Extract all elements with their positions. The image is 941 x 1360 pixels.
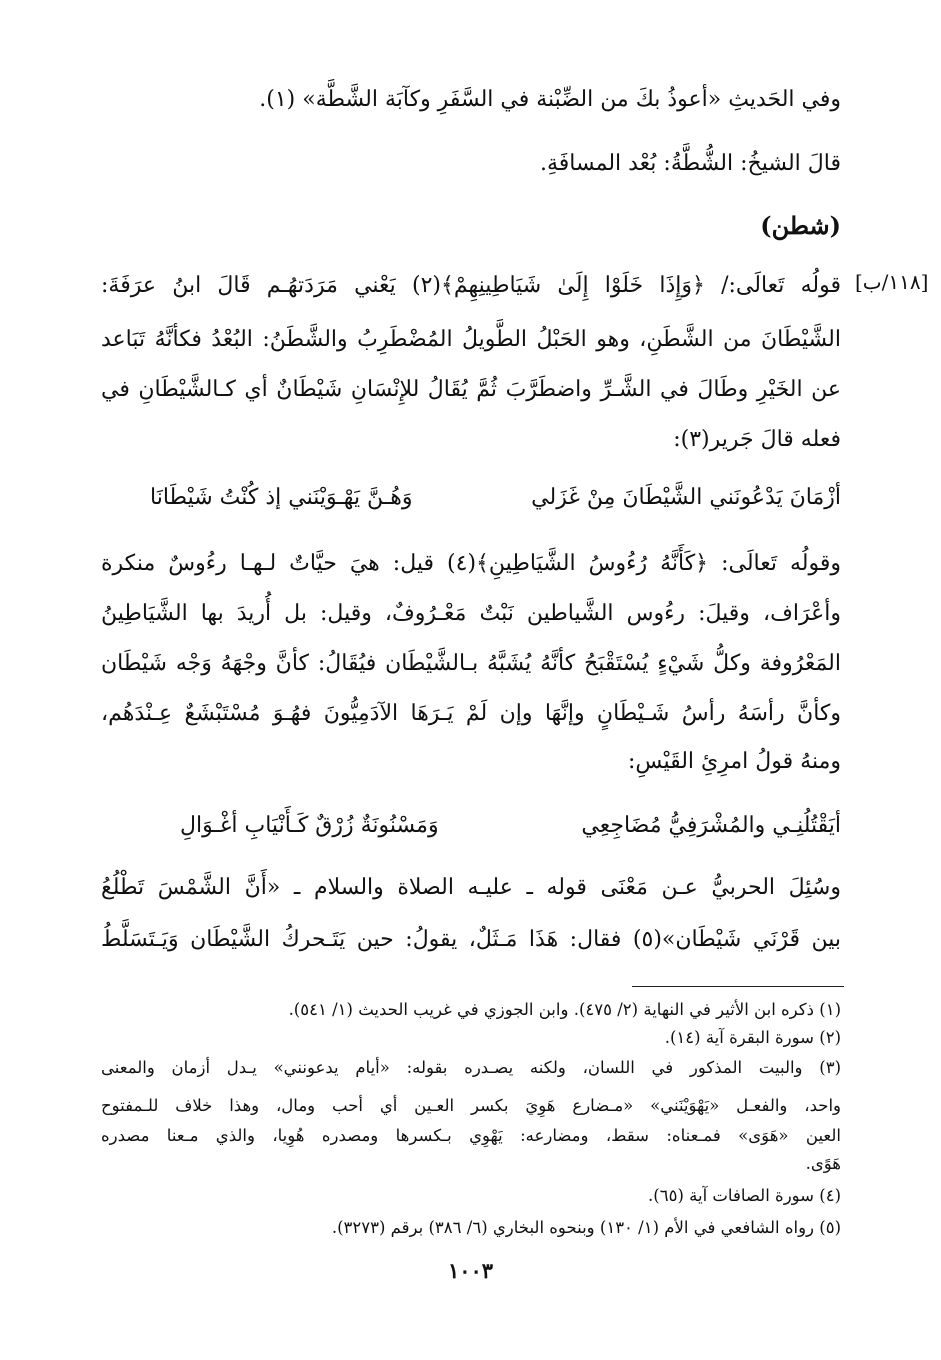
margin-folio-reference: [١١٨/ب] (855, 270, 929, 294)
page-number: ١٠٠٣ (447, 1258, 494, 1283)
text-line: وقولُه تَعالَى: ﴿كَأَنَّهُ رُءُوسُ الشَّيَاطِينِ﴾(٤) قيل: هيَ حيَّاتٌ لـهـا رءُوسٌ منكرة (101, 551, 841, 576)
text-line: عن الخَيْرِ وطَالَ في الشَّـرِّ واضطَرَّبَ ثُمَّ يُقَالُ للإِنْسَانِ شَيْطَانٌ أي كـالشَّيْطَانِ في (101, 377, 841, 402)
text-line: قالَ الشيخُ: الشُّطَّةُ: بُعْد المسافَةِ. (539, 151, 841, 176)
text-line: وكأنَّ رأسَهُ رأسُ شَـيْطَانٍ وإنَّهَا وإن لَمْ يَـرَهَا الآدَمِيُّونَ فهُـوَ مُسْتَبْشَعٌ عِـنْدَهُم، (101, 701, 841, 726)
footnote: العين «هَوَى» فمـعناه: سقط، ومضارعه: يَهْوِي بـكسرها ومصدره هُوِيا، والذي مـعنا مصدره (101, 1126, 841, 1145)
text-line: الشَّيْطَانَ من الشَّطَنِ، وهو الحَبْلُ الطَّويلُ المُضْطَرِبُ والشَّطَنُ: البُعْدُ فكأنَّهُ تَبَاعد (101, 327, 841, 352)
text-line: ومنهُ قولُ امرِئِ القَيْسِ: (628, 749, 841, 774)
text-line: وفي الحَديثِ «أعوذُ بكَ من الضِّبْنة في السَّفَرِ وكآبَة الشَّطَّة» (١). (259, 87, 841, 112)
text-line: بين قَرْنَي شَيْطَان»(٥) فقال: هَذَا مَـثَلٌ، يقولُ: حين يَتَـحركُ الشَّيْطَان وَيَـتَسَلَّطُ (101, 927, 841, 952)
footnote: واحد، والفعـل «يَهْوَيْنَني» «مـضارع هَوِيَ بكسر العـين أي أحب ومال، وهذا خلاف للـمفتوح (101, 1096, 841, 1115)
footnote: هَوًى. (805, 1154, 841, 1173)
verse-1-hemistich-right: أزْمَانَ يَدْعُونَني الشَّيْطَانَ مِنْ غَزَلي (531, 485, 841, 510)
verse-2 (0, 806, 941, 846)
verse-2-hemistich-left: وَمَسْنُونَةٌ زُرْقٌ كَـأَنْيَابِ أغْـوَالِ (180, 813, 439, 838)
section-heading: (شطن) (760, 211, 841, 240)
footnote: (٥) رواه الشافعي في الأم (١/ ١٣٠) وبنحوه البخاري (٦/ ٣٨٦) برقم (٣٢٧٣). (331, 1218, 841, 1237)
text-line: فعله قالَ جَرير(٣): (673, 427, 841, 452)
text-line: وسُئِلَ الحربيُّ عـن مَعْنَى قوله ـ عليـه الصلاة والسلام ـ «أَنَّ الشَّمْسَ تَطْلُعُ (101, 875, 841, 900)
text-line: المَعْرُوفة وكلُّ شَيْءٍ يُسْتَقْبَحُ كأنَّهُ يُشَبَّهُ بـالشَّيْطَان فيُقَالُ: كأنَّ وجْهَهُ وَجْه شَيْطَان (101, 651, 841, 676)
text-line: وأعْرَاف، وقيلَ: رءُوس الشَّياطين نَبْتٌ مَعْـرُوفٌ، وقيل: بل أُريدَ بها الشَّيَاطِينُ (101, 601, 841, 626)
verse-2-hemistich-right: أيَقْتُلُنِـي والمُشْرَفِيُّ مُضَاجِعِي (581, 813, 841, 838)
footnote-separator (632, 986, 844, 987)
footnote: (٤) سورة الصافات آية (٦٥). (648, 1186, 841, 1205)
footnote: (٢) سورة البقرة آية (١٤). (664, 1028, 841, 1047)
verse-1-hemistich-left: وَهُـنَّ يَهْـوَيْنَني إذ كُنْتُ شَيْطَانَا (150, 485, 413, 510)
verse-1 (0, 478, 941, 518)
footnote: (٣) والبيت المذكور في اللسان، ولكنه يصـدره بقوله: «أيام يدعونني» يـدل أزمان والمعنى (101, 1058, 841, 1077)
footnote: (١) ذكره ابن الأثير في النهاية (٢/ ٤٧٥). وابن الجوزي في غريب الحديث (١/ ٥٤١). (288, 1000, 841, 1019)
text-line: قولُه تَعالَى:/ ﴿وَإِذَا خَلَوْا إِلَىٰ شَيَاطِينِهِمْ﴾(٢) يَعْني مَرَدَتهُـم قَالَ ابنُ عرَفَةَ: (101, 273, 841, 298)
